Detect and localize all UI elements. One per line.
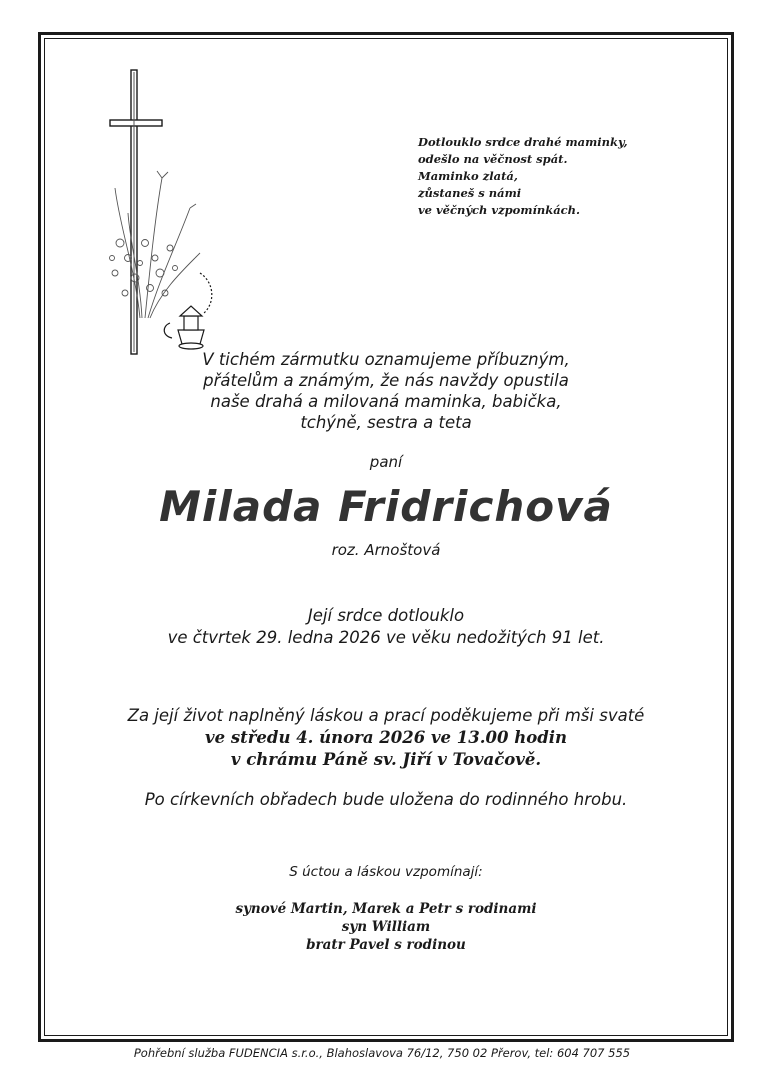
mourner-entry: bratr Pavel s rodinou bbox=[306, 937, 466, 953]
mourner-entry: syn William bbox=[341, 919, 431, 935]
poem-line: ve věčných vzpomínkách. bbox=[418, 203, 581, 217]
cross-icon bbox=[110, 70, 162, 354]
deceased-name: Milada Fridrichová bbox=[159, 482, 613, 531]
death-date: ve čtvrtek 29. ledna 2026 ve věku nedožitých 91 let. bbox=[167, 628, 605, 647]
lantern-icon bbox=[164, 273, 212, 349]
funeral-service-footer: Pohřební služba FUDENCIA s.r.o., Blahoslavova 76/12, 750 02 Přerov, tel: 604 707 555 bbox=[133, 1046, 631, 1060]
cross-flowers-decoration bbox=[100, 68, 220, 358]
mass-location: v chrámu Páně sv. Jiří v Tovačově. bbox=[230, 750, 542, 769]
announcement-line: naše drahá a milovaná maminka, babička, bbox=[210, 392, 562, 411]
remembrance-line: S úctou a láskou vzpomínají: bbox=[289, 864, 483, 880]
announcement-line: přátelům a známým, že nás navždy opustila bbox=[203, 371, 569, 390]
announcement-line: tchýně, sestra a teta bbox=[300, 413, 472, 432]
mourner-entry: synové Martin, Marek a Petr s rodinami bbox=[235, 901, 537, 917]
mass-details bbox=[44, 705, 728, 771]
death-notice bbox=[44, 605, 728, 649]
announcement-line: V tichém zármutku oznamujeme příbuzným, bbox=[202, 350, 570, 369]
poem-line: odešlo na věčnost spát. bbox=[418, 152, 568, 166]
death-line: Její srdce dotlouklo bbox=[307, 606, 465, 625]
salutation: paní bbox=[369, 453, 403, 471]
poem-line: Dotlouklo srdce drahé maminky, bbox=[418, 135, 628, 149]
maiden-name: roz. Arnoštová bbox=[331, 541, 441, 559]
announcement bbox=[44, 349, 728, 433]
poem bbox=[418, 134, 678, 219]
mass-date-time: ve středu 4. února 2026 ve 13.00 hodin bbox=[204, 728, 568, 747]
poem-line: zůstaneš s námi bbox=[418, 186, 522, 200]
burial-note: Po církevních obřadech bude uložena do rodinného hrobu. bbox=[144, 790, 628, 809]
flower-bouquet-icon bbox=[110, 171, 201, 318]
mourners-list bbox=[44, 900, 728, 954]
poem-line: Maminko zlatá, bbox=[418, 169, 518, 183]
mass-intro: Za její život naplněný láskou a prací poděkujeme při mši svaté bbox=[127, 706, 645, 725]
